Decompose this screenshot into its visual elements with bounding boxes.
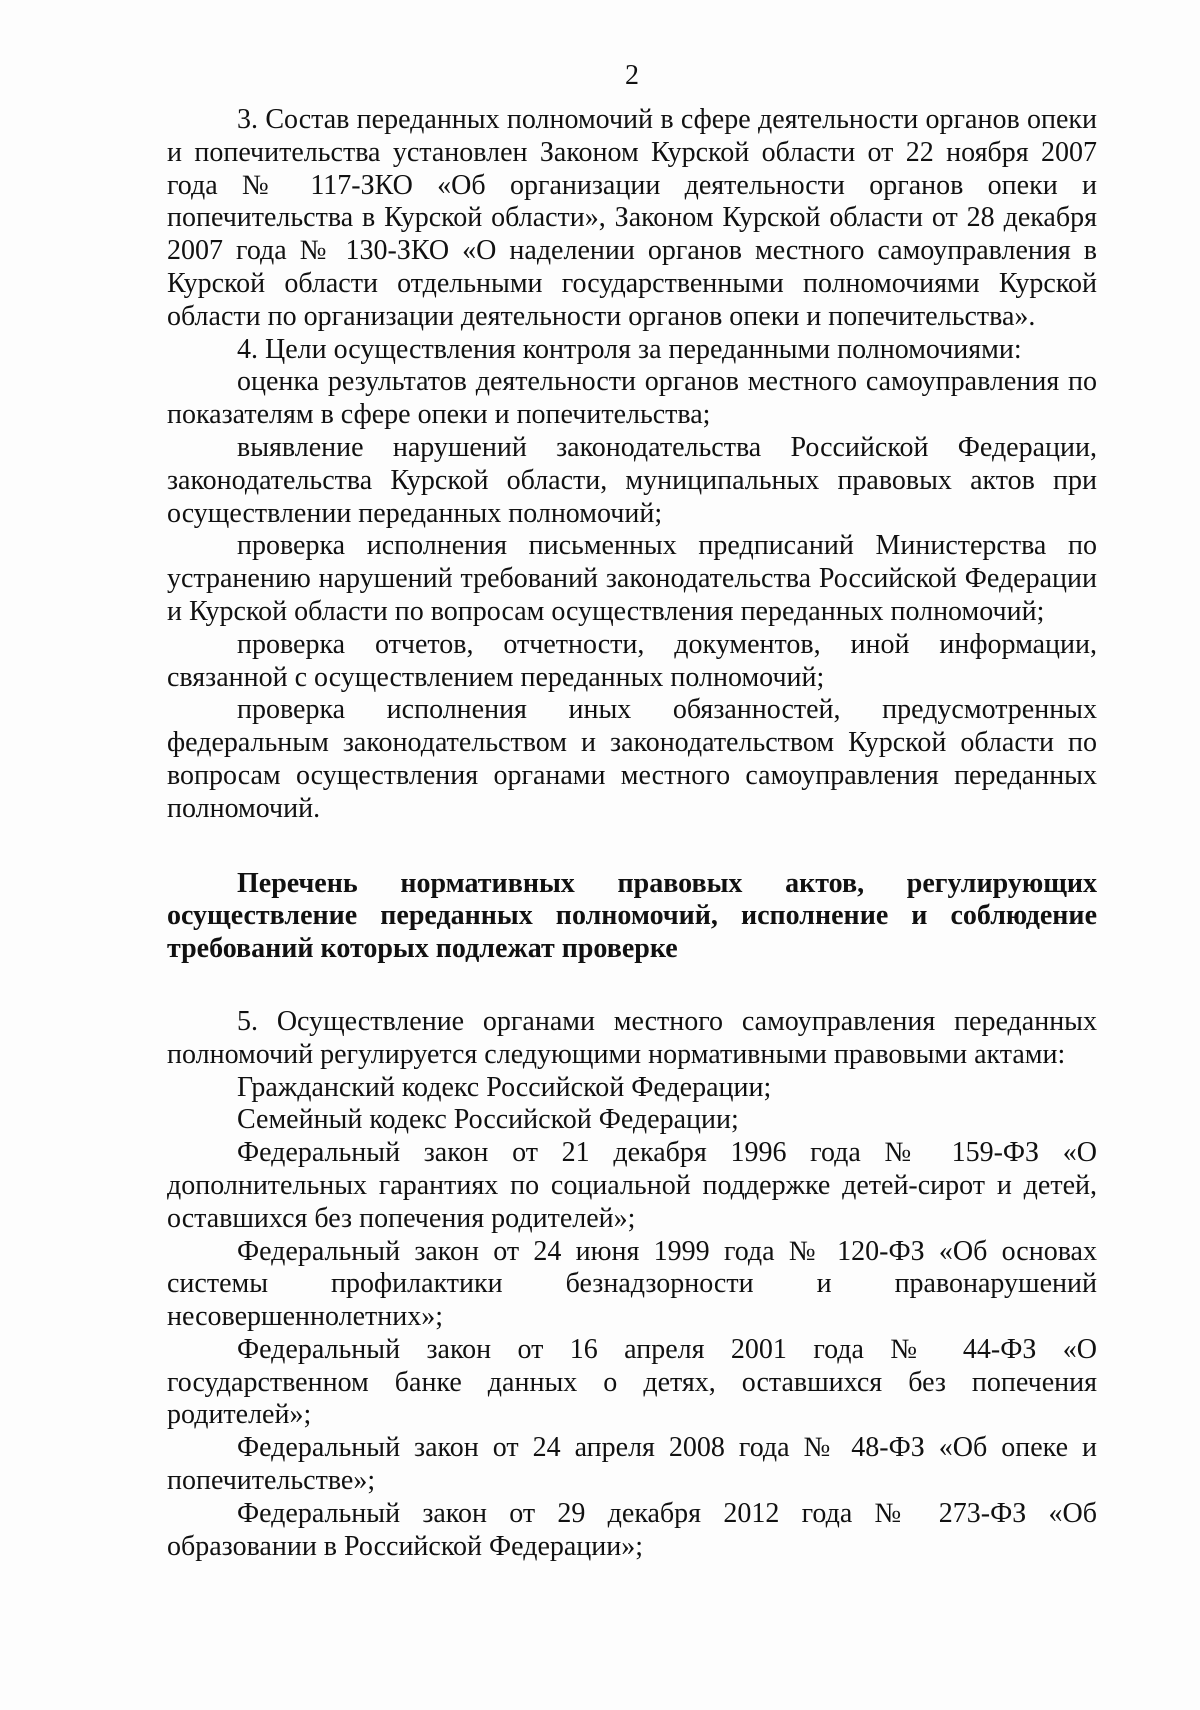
legal-act-item: Семейный кодекс Российской Федерации;	[237, 1104, 739, 1136]
section-control-goals	[167, 104, 1097, 826]
goal-item: проверка отчетов, отчетности, документов, иной информации, связанной с осуществлением переданных полномочий;	[167, 628, 1097, 693]
paragraph-5: 5. Осуществление органами местного самоуправления переданных полномочий регулируется следующими нормативными правовыми актами:	[167, 1005, 1097, 1070]
goal-item: проверка исполнения иных обязанностей, предусмотренных федеральным законодательством и законодательством Курской области по вопросам осуществления органами местного самоуправления переданных полномочий.	[167, 694, 1097, 824]
paragraph-3: 3. Состав переданных полномочий в сфере деятельности органов опеки и попечительства установлен Законом Курской области от 22 ноября 2007 года № 117-ЗКО «Об организации деятельности органов опеки и попечительства в Курской области», Законом Курской области от 28 декабря 2007 года № 130-ЗКО «О наделении органов местного самоуправления в Курской области отдельными государственными полномочиями Курской области по организации деятельности органов опеки и попечительства».	[167, 104, 1097, 332]
goal-item: проверка исполнения письменных предписаний Министерства по устранению нарушений требований законодательства Российской Федерации и Курской области по вопросам осуществления переданных полномочий;	[167, 530, 1097, 627]
section-heading: Перечень нормативных правовых актов, регулирующих осуществление переданных полномочий, исполнение и соблюдение требований которых подлежат проверке	[167, 867, 1097, 965]
legal-act-item: Федеральный закон от 24 апреля 2008 года № 48-ФЗ «Об опеке и попечительстве»;	[167, 1432, 1097, 1497]
section-legal-acts	[167, 1006, 1097, 1564]
legal-act-item: Гражданский кодекс Российской Федерации;	[237, 1071, 772, 1103]
legal-act-item: Федеральный закон от 16 апреля 2001 года № 44-ФЗ «О государственном банке данных о детях, оставшихся без попечения родителей»;	[167, 1333, 1097, 1431]
legal-act-item: Федеральный закон от 21 декабря 1996 года № 159-ФЗ «О дополнительных гарантиях по социальной поддержке детей-сирот и детей, оставшихся без попечения родителей»;	[167, 1137, 1097, 1234]
goal-item: оценка результатов деятельности органов местного самоуправления по показателям в сфере опеки и попечительства;	[167, 366, 1097, 431]
document-body	[167, 56, 1097, 1563]
legal-act-item: Федеральный закон от 29 декабря 2012 года № 273-ФЗ «Об образовании в Российской Федерации»;	[167, 1497, 1097, 1562]
goal-item: выявление нарушений законодательства Российской Федерации, законодательства Курской области, муниципальных правовых актов при осуществлении переданных полномочий;	[167, 431, 1097, 529]
paragraph-4: 4. Цели осуществления контроля за переданными полномочиями:	[237, 333, 1022, 365]
page-number: 2	[625, 60, 639, 91]
legal-act-item: Федеральный закон от 24 июня 1999 года № 120-ФЗ «Об основах системы профилактики безнадзорности и правонарушений несовершеннолетних»;	[167, 1235, 1097, 1333]
